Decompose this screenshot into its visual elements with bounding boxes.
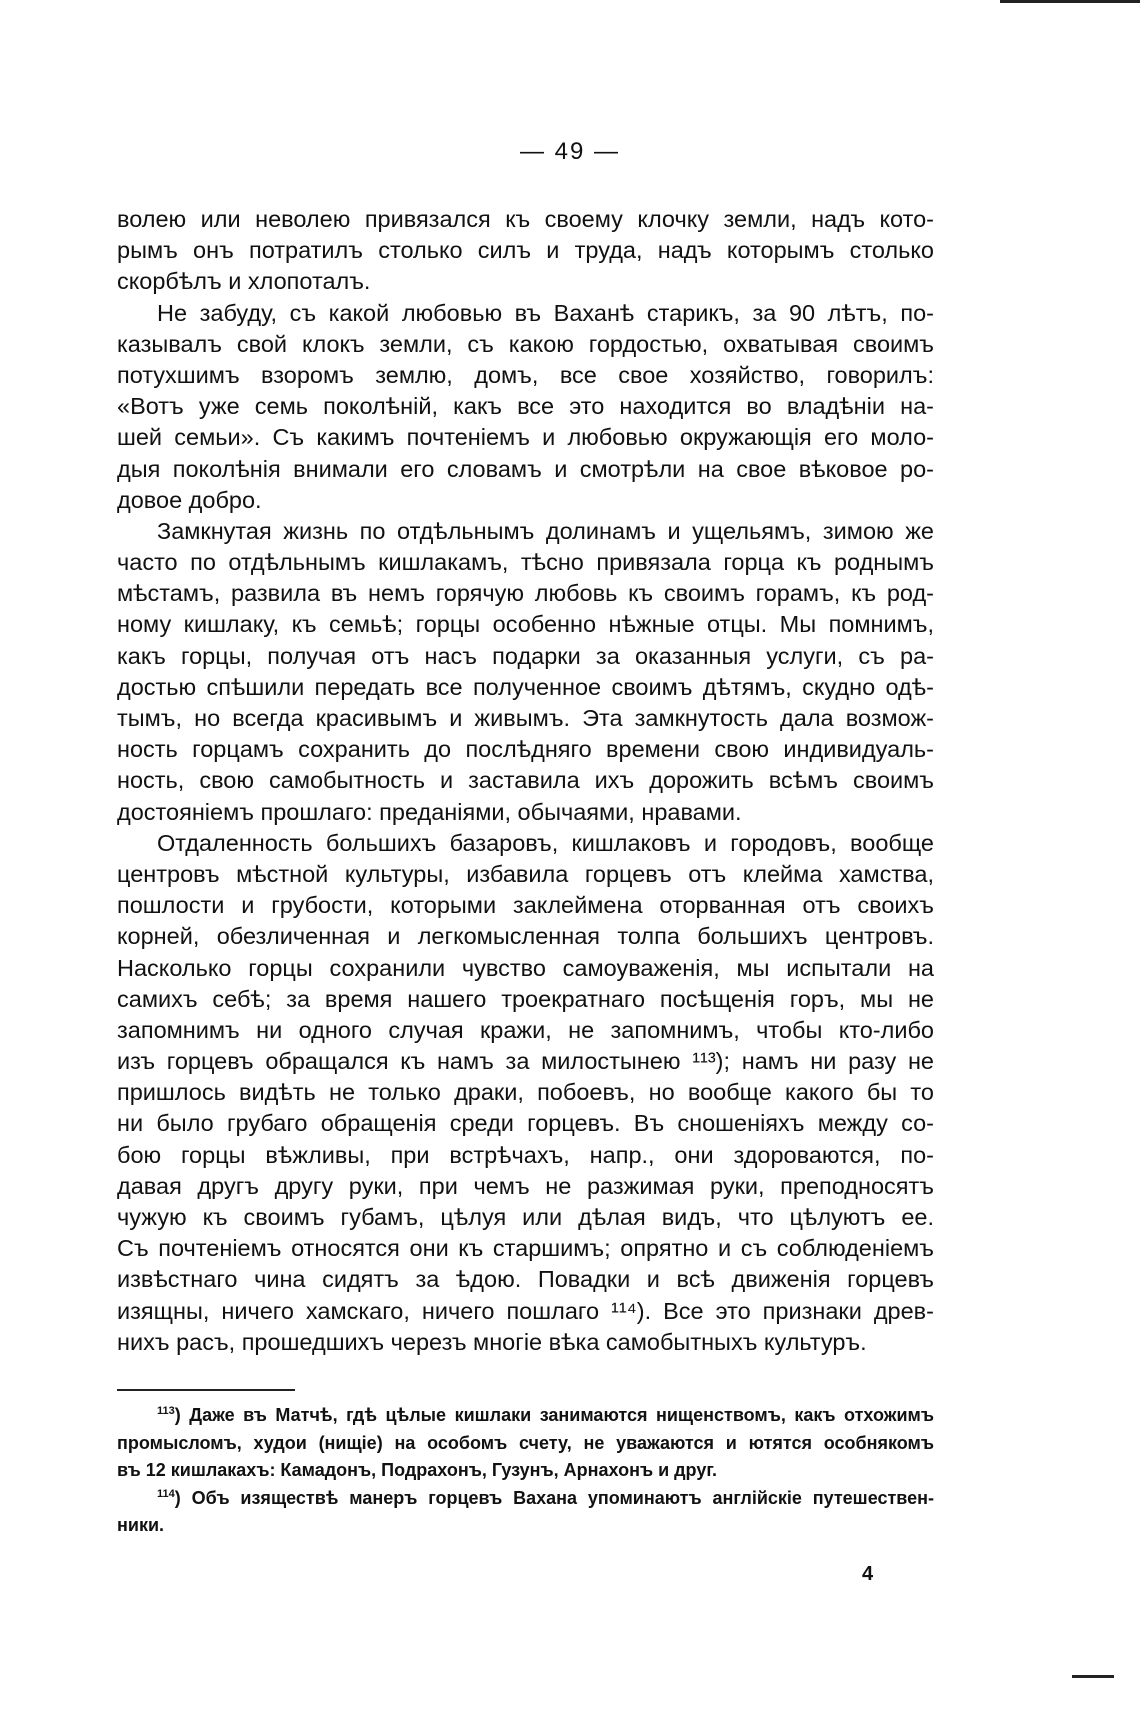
text-line: центровъ мѣстной культуры, избавила горцевъ отъ клейма хамства, [117,860,934,887]
text-line: часто по отдѣльнымъ кишлакамъ, тѣсно привязала горца къ роднымъ [117,549,934,576]
body-text [117,204,934,1358]
footnote-line: въ 12 кишлакахъ: Камадонъ, Подрахонъ, Гузунъ, Арнахонъ и друг. [117,1460,718,1480]
text-line: какъ горцы, получая отъ насъ подарки за оказанныя услуги, съ ра- [117,642,934,669]
text-line: дыя поколѣнія внимали его словамъ и смотрѣли на свое вѣковое ро- [117,455,934,482]
text-line: изъ горцевъ обращался къ намъ за милостынею ¹¹³); намъ ни разу не [117,1048,934,1075]
text-line: нихъ расъ, прошедшихъ черезъ многіе вѣка самобытныхъ культуръ. [117,1328,867,1355]
scan-edge-top [1000,0,1140,3]
text-line: Съ почтеніемъ относятся они къ старшимъ; опрятно и съ соблюденіемъ [117,1235,934,1262]
text-line: мѣстамъ, развила въ немъ горячую любовь къ своимъ горамъ, къ род- [117,580,934,607]
text-line: Насколько горцы сохранили чувство самоуваженія, мы испытали на [117,954,934,981]
text-line: «Вотъ уже семь поколѣній, какъ все это находится во владѣніи на- [117,393,934,420]
text-line: Замкнутая жизнь по отдѣльнымъ долинамъ и ущельямъ, зимою же [157,517,934,544]
text-line: пришлось видѣть не только драки, побоевъ, но вообще какого бы то [117,1079,934,1106]
text-line: ному кишлаку, къ семьѣ; горцы особенно нѣжные отцы. Мы помнимъ, [117,611,934,638]
text-line: ность горцамъ сохранить до послѣдняго времени свою индивидуаль- [117,736,934,763]
footnotes [117,1402,934,1540]
text-line: скорбѣлъ и хлопоталъ. [117,268,371,295]
text-line: давая другъ другу руки, при чемъ не разжимая руки, преподносятъ [117,1172,934,1199]
footnote-text: ) Объ изяществѣ манеръ горцевъ Вахана упоминаютъ англійскіе путешествен- [174,1487,934,1508]
footnote-text: ) Даже въ Матчѣ, гдѣ цѣлые кишлаки занимаются нищенствомъ, какъ отхожимъ [174,1405,934,1425]
text-line: извѣстнаго чина сидятъ за ѣдою. Повадки и всѣ движенія горцевъ [117,1266,934,1293]
text-line: тымъ, но всегда красивымъ и живымъ. Эта замкнутость дала возмож- [117,705,934,731]
text-line: Отдаленность большихъ базаровъ, кишлаковъ и городовъ, вообще [157,829,934,856]
footnote-line: ники. [117,1515,165,1535]
text-line: Не забуду, съ какой любовью въ Ваханѣ старикъ, за 90 лѣтъ, по- [157,299,934,326]
footnote-line [117,1485,934,1513]
footnote-number: 113 [157,1405,175,1417]
text-line: довое добро. [117,486,262,513]
signature-mark: 4 [862,1563,874,1585]
text-line: волею или неволею привязался къ своему клочку земли, надъ кото- [117,206,934,232]
footnote-number: 114 [157,1487,175,1500]
text-line: ни было грубаго обращенія среди горцевъ. Въ сношеніяхъ между со- [117,1110,934,1137]
text-line: бою горцы вѣжливы, при встрѣчахъ, напр., они здороваются, по- [117,1141,934,1168]
text-line: шей семьи». Съ какимъ почтеніемъ и любовью окружающія его моло- [117,424,934,451]
text-line: корней, обезличенная и легкомысленная толпа большихъ центровъ. [117,923,934,950]
text-line: чужую къ своимъ губамъ, цѣлуя или дѣлая видъ, что цѣлуютъ ее. [117,1204,934,1230]
text-line: самихъ себѣ; за время нашего троекратнаго посѣщенія горъ, мы не [117,985,934,1012]
text-line: достояніемъ прошлаго: преданіями, обычаями, нравами. [117,798,742,825]
text-line: ность, свою самобытность и заставила ихъ дорожить всѣмъ своимъ [117,767,934,794]
text-line: рымъ онъ потратилъ столько силъ и труда, надъ которымъ столько [117,237,934,264]
text-line: пошлости и грубости, которыми заклеймена оторванная отъ своихъ [117,892,934,919]
text-line: запомнимъ ни одного случая кражи, не запомнимъ, чтобы кто-либо [117,1016,934,1043]
footnote-line: промысломъ, худои (нищіе) на особомъ счету, не уважаются и ютятся особнякомъ [117,1432,934,1453]
footnote-line [117,1402,934,1430]
scan-edge-bottom [1072,1675,1114,1678]
footnote-divider [117,1389,295,1391]
text-line: потухшимъ взоромъ землю, домъ, все свое хозяйство, говорилъ: [117,361,934,388]
text-line: изящны, ничего хамскаго, ничего пошлаго ¹¹⁴). Все это признаки древ- [117,1297,934,1324]
page-number: — 49 — [519,138,621,165]
text-line: казывалъ свой клокъ земли, съ какою гордостью, охватывая своимъ [117,330,934,357]
text-line: достью спѣшили передать все полученное своимъ дѣтямъ, скудно одѣ- [117,673,934,700]
